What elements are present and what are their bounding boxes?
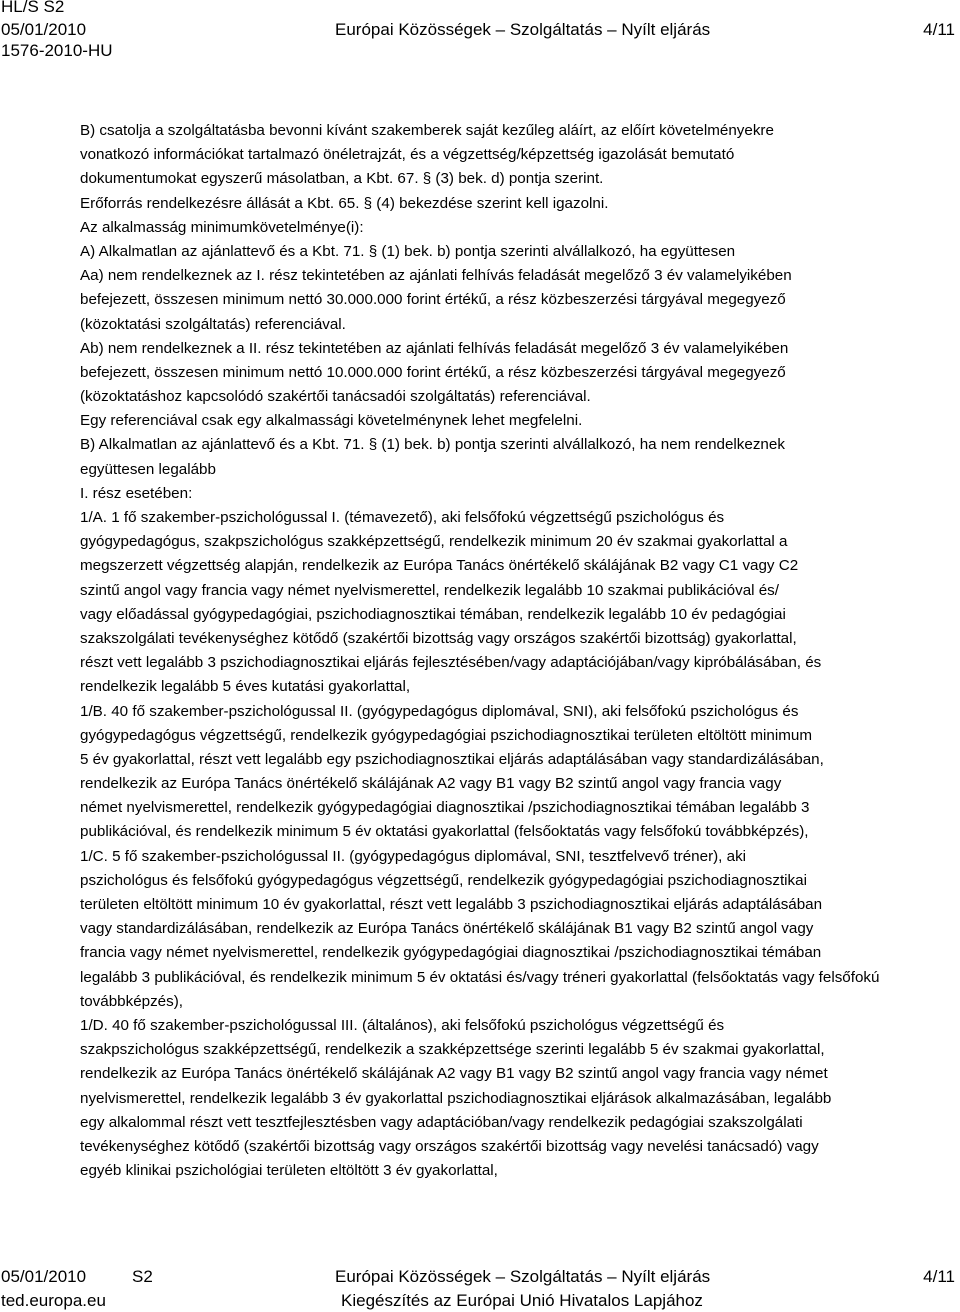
text-line: dokumentumokat egyszerű másolatban, a Kbt. 67. § (3) bek. d) pontja szerint. [80,170,604,188]
header-title: Európai Közösségek – Szolgáltatás – Nyílt eljárás [335,20,711,39]
text-line: német nyelvismerettel, rendelkezik gyógypedagógiai diagnosztikai /pszichodiagnosztikai témában legalább 3 [80,799,810,817]
text-line: Ab) nem rendelkeznek a II. rész tekintetében az ajánlati felhívás feladását megelőző 3 év valamelyikében [80,339,789,357]
text-line: gyógypedagógus végzettségű, rendelkezik gyógypedagógiai pszichodiagnosztikai területen eltöltött minimum [80,726,812,744]
header-date: 05/01/2010 [1,20,87,39]
text-line: együttesen legalább [80,460,216,478]
footer-site-link[interactable]: ted.europa.eu [1,1291,106,1310]
footer-series: S2 [132,1267,153,1286]
text-line: gyógypedagógus, szakpszichológus szakképzettségű, rendelkezik minimum 20 év szakmai gyakorlattal a [80,533,788,551]
text-line: megszerzett végzettség alapján, rendelkezik az Európa Tanács önértékelő skálájának B2 vagy C1 vagy C2 [80,557,799,575]
footer-title: Európai Közösségek – Szolgáltatás – Nyílt eljárás [335,1267,711,1286]
text-line: egyéb klinikai pszichológiai területen eltöltött 3 év gyakorlattal, [80,1162,498,1180]
text-line: területen eltöltött minimum 10 év gyakorlattal, részt vett legalább 3 pszichodiagnosztikai eljárás adaptálásában [80,896,823,913]
text-line: vagy standardizálásában, rendelkezik az Európa Tanács önértékelő skálájának B1 vagy B2 szintű angol vagy [80,920,814,938]
text-line: Aa) nem rendelkeznek az I. rész tekintetében az ajánlati felhívás feladását megelőző 3 év valamelyikében [80,267,792,285]
text-line: vagy előadással gyógypedagógiai, pszichodiagnosztikai témában, rendelkezik legalább 10 év pedagógiai [80,605,786,623]
text-line: tevékenységhez kötődő (szakértői bizottság vagy országos szakértői bizottság vagy nevelési tanácsadó) vagy [80,1137,819,1155]
text-line: legalább 3 publikációval, és rendelkezik minimum 5 év oktatási és/vagy tréneri gyakorlattal (felsőoktatás vagy felsőfokú [80,968,880,986]
text-line: nyelvismerettel, rendelkezik legalább 3 év gyakorlattal pszichodiagnosztikai eljárások alkalmazásában, legalább [80,1089,832,1107]
text-line: rendelkezik az Európa Tanács önértékelő skálájának A2 vagy B1 vagy B2 szintű angol vagy francia vagy [80,775,782,793]
notice-id: 1576-2010-HU [1,41,113,60]
text-line: (közoktatási szolgáltatás) referenciával. [80,315,346,333]
text-line: Erőforrás rendelkezésre állását a Kbt. 65. § (4) bekezdése szerint kell igazolni. [80,194,609,212]
text-line: I. rész esetében: [80,484,193,502]
text-line: szakpszichológus szakképzettségű, rendelkezik a szakképzettsége szerinti legalább 5 év szakmai gyakorlattal, [80,1041,825,1059]
text-line: 5 év gyakorlattal, részt vett legalább egy pszichodiagnosztikai eljárás adaptálásában vagy standardizálásában, [80,750,824,768]
text-line: befejezett, összesen minimum nettó 10.000.000 forint értékű, a rész közbeszerzési tárgyával megegyező [80,363,786,381]
text-line: pszichológus és felsőfokú gyógypedagógus végzettségű, rendelkezik gyógypedagógiai pszichodiagnosztikai [80,871,807,889]
footer-page-number: 4/11 [923,1267,955,1286]
text-line: befejezett, összesen minimum nettó 30.000.000 forint értékű, a rész közbeszerzési tárgyával megegyező [80,291,786,309]
text-line: francia vagy német nyelvismerettel, rendelkezik gyógypedagógiai diagnosztikai /pszichodiagnosztikai témában [80,944,822,962]
text-line: egy alkalommal részt vett tesztfejlesztésben vagy adaptációban/vagy rendelkezik pedagógiai szakszolgálati [80,1113,803,1131]
footer-date: 05/01/2010 [1,1267,87,1286]
text-line: továbbképzés), [80,992,183,1010]
text-line: 1/C. 5 fő szakember-pszichológussal II. (gyógypedagógus diplomával, SNI, tesztfelvevő tréner), aki [80,847,747,865]
text-line: rendelkezik az Európa Tanács önértékelő skálájának A2 vagy B1 vagy B2 szintű angol vagy francia vagy német [80,1065,828,1083]
text-line: vonatkozó információkat tartalmazó önéletrajzát, és a végzettség/képzettség igazolását bemutató [80,146,735,164]
header-page-number: 4/11 [923,20,955,39]
footer-subtitle: Kiegészítés az Európai Unió Hivatalos Lapjához [341,1291,703,1310]
text-line: 1/D. 40 fő szakember-pszichológussal III. (általános), aki felsőfokú pszichológus végzettségű és [80,1016,725,1034]
text-line: (közoktatáshoz kapcsolódó szakértői tanácsadói szolgáltatás) referenciával. [80,388,591,406]
journal-ref: HL/S S2 [1,0,65,16]
text-line: 1/A. 1 fő szakember-pszichológussal I. (témavezető), aki felsőfokú végzettségű pszichológus és [80,509,725,526]
text-line: rendelkezik legalább 5 éves kutatási gyakorlattal, [80,678,411,696]
text-line: B) Alkalmatlan az ajánlattevő és a Kbt. 71. § (1) bek. b) pontja szerinti alvállalkozó, ha nem rendelkeznek [80,436,785,454]
text-line: publikációval, és rendelkezik minimum 5 év oktatási gyakorlattal (felsőoktatás vagy felsőfokú továbbképzés), [80,823,809,841]
text-line: 1/B. 40 fő szakember-pszichológussal II. (gyógypedagógus diplomával, SNI), aki felsőfokú pszichológus és [80,702,799,720]
text-line: szakszolgálati tevékenységhez kötődő (szakértői bizottság vagy országos szakértői bizottság) gyakorlattal, [80,629,797,647]
text-line: szintű angol vagy francia vagy német nyelvismerettel, rendelkezik legalább 10 szakmai publikációval és/ [80,581,779,599]
text-line: A) Alkalmatlan az ajánlattevő és a Kbt. 71. § (1) bek. b) pontja szerinti alvállalkozó, ha együttesen [80,242,736,260]
text-line: Az alkalmasság minimumkövetelménye(i): [80,218,364,236]
text-line: Egy referenciával csak egy alkalmassági követelménynek lehet megfelelni. [80,412,583,430]
document-body [80,119,950,1183]
text-line: részt vett legalább 3 pszichodiagnosztikai eljárás fejlesztésében/vagy adaptációjában/vagy kipróbálásában, és [80,654,822,672]
text-line: B) csatolja a szolgáltatásba bevonni kívánt szakemberek saját kezűleg aláírt, az előírt követelményekre [80,122,774,139]
